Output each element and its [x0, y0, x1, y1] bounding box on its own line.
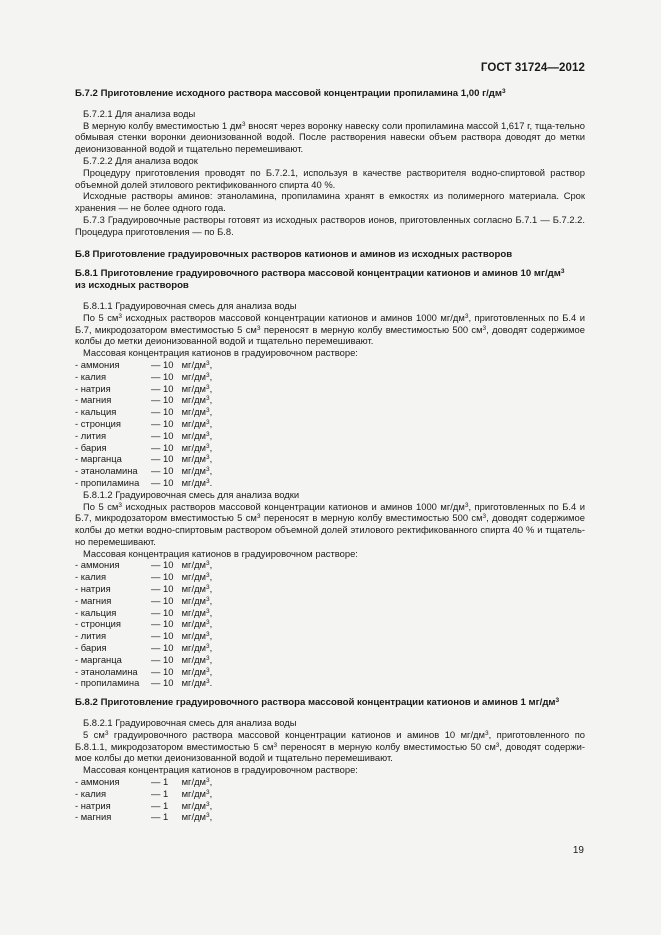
list-item	[75, 666, 585, 678]
page-number: 19	[572, 845, 584, 856]
concentration-unit: $мг/дм^3$,	[179, 618, 213, 630]
concentration-unit: $мг/дм^3$,	[179, 394, 213, 406]
concentration-unit: $мг/дм^3$,	[179, 441, 213, 453]
concentration-value: — 10	[151, 370, 174, 382]
list-item	[75, 654, 585, 666]
concentration-value: — 10	[151, 653, 174, 665]
list-item	[75, 642, 585, 654]
substance-name: - магния	[75, 811, 112, 823]
concentration-value: — 10	[151, 677, 174, 689]
concentration-value: — 10	[151, 441, 174, 453]
substance-name: - этаноламина	[75, 665, 138, 677]
substance-name: - магния	[75, 394, 112, 406]
concentration-unit: $мг/дм^3$,	[179, 776, 213, 788]
list-item	[75, 406, 585, 418]
concentration-value: — 1	[151, 776, 169, 788]
concentration-value: — 1	[151, 811, 169, 823]
substance-name: - калия	[75, 370, 107, 382]
list-item	[75, 418, 585, 430]
list-item	[75, 477, 585, 489]
section-heading-b82: Б.8.2 Приготовление градуировочного раствора массовой концентрации катионов и аминов 1 $мг/дм^3$	[75, 697, 560, 709]
list-intro-b812: Массовая концентрация катионов в градуировочном растворе:	[83, 547, 358, 559]
concentration-unit: $мг/дм^3$,	[179, 453, 213, 465]
concentration-value: — 10	[151, 594, 174, 606]
subsection-label-b821: Б.8.2.1 Градуировочная смесь для анализа воды	[83, 717, 297, 729]
concentration-value: — 10	[151, 618, 174, 630]
list-item	[75, 595, 585, 607]
list-item	[75, 583, 585, 595]
substance-name: - натрия	[75, 799, 111, 811]
concentration-value: — 10	[151, 465, 174, 477]
subsection-label-b721: Б.7.2.1 Для анализа воды	[83, 107, 196, 119]
list-item	[75, 776, 585, 788]
list-item	[75, 607, 585, 619]
paragraph-b812: По 5 $см^3$ исходных растворов массовой концентрации катионов и аминов 1000 $мг/дм^3$, приготовленных по Б.4 и Б.7, микродозатором вместимостью 5 $см^3$ переносят в мерную колбу вместимостью 500 $см^3$, доводят содержимое колбы до метки водно-спиртовым раствором объемной долей этилового ректификованного спирта 40 % и тщатель-но перемешивают.	[75, 500, 585, 547]
substance-name: - пропиламина	[75, 476, 140, 488]
concentration-value: — 10	[151, 394, 174, 406]
substance-name: - бария	[75, 642, 107, 654]
list-item	[75, 394, 585, 406]
concentration-value: — 10	[151, 583, 174, 595]
concentration-list-b812	[75, 559, 585, 689]
document-header-id: ГОСТ 31724—2012	[480, 62, 585, 74]
list-item	[75, 430, 585, 442]
concentration-value: — 1	[151, 787, 169, 799]
list-intro-b811: Массовая концентрация катионов в градуировочном растворе:	[83, 347, 358, 359]
concentration-unit: $мг/дм^3$,	[179, 665, 213, 677]
list-item	[75, 559, 585, 571]
subsection-label-b812: Б.8.1.2 Градуировочная смесь для анализа водки	[83, 488, 300, 500]
concentration-value: — 10	[151, 358, 174, 370]
concentration-value: — 10	[151, 606, 174, 618]
concentration-value: — 10	[151, 429, 174, 441]
concentration-value: — 10	[151, 559, 174, 571]
substance-name: - марганца	[75, 653, 122, 665]
substance-name: - лития	[75, 630, 107, 642]
substance-name: - аммония	[75, 559, 120, 571]
concentration-unit: $мг/дм^3$.	[179, 677, 213, 689]
concentration-unit: $мг/дм^3$,	[179, 811, 213, 823]
concentration-unit: $мг/дм^3$,	[179, 583, 213, 595]
concentration-value: — 10	[151, 642, 174, 654]
substance-name: - магния	[75, 594, 112, 606]
substance-name: - стронция	[75, 417, 121, 429]
concentration-value: — 10	[151, 665, 174, 677]
list-item	[75, 800, 585, 812]
paragraph-storage: Исходные растворы аминов: этаноламина, пропиламина хранят в емкостях из полимерного материала. Срок хранения — не более одного года.	[75, 190, 585, 214]
substance-name: - этаноламина	[75, 465, 138, 477]
concentration-unit: $мг/дм^3$,	[179, 642, 213, 654]
substance-name: - натрия	[75, 382, 111, 394]
concentration-unit: $мг/дм^3$,	[179, 382, 213, 394]
list-item	[75, 618, 585, 630]
concentration-value: — 10	[151, 406, 174, 418]
concentration-unit: $мг/дм^3$,	[179, 358, 213, 370]
substance-name: - калия	[75, 571, 107, 583]
subsection-label-b811: Б.8.1.1 Градуировочная смесь для анализа воды	[83, 299, 297, 311]
paragraph-b722: Процедуру приготовления проводят по Б.7.2.1, используя в качестве растворителя водно-спиртовой раствор объемной долей этилового ректификованного спирта 40 %.	[75, 166, 585, 190]
list-item	[75, 788, 585, 800]
list-item	[75, 371, 585, 383]
substance-name: - лития	[75, 429, 107, 441]
list-intro-b821: Массовая концентрация катионов в градуировочном растворе:	[83, 764, 358, 776]
list-item	[75, 571, 585, 583]
concentration-unit: $мг/дм^3$,	[179, 417, 213, 429]
concentration-unit: $мг/дм^3$,	[179, 429, 213, 441]
section-heading-b72: Б.7.2 Приготовление исходного раствора массовой концентрации пропиламина 1,00 $г/дм^3$	[75, 88, 506, 99]
concentration-unit: $мг/дм^3$,	[179, 559, 213, 571]
paragraph-b821: 5 $см^3$ градуировочного раствора массовой концентрации катионов и аминов 10 $мг/дм^3$, приготовленного по Б.8.1.1, микродозатором вместимостью 5 $см^3$ переносят в мерную колбу вместимостью 50 $см^3$, доводят содержи-мое колбы до метки деионизованной водой и тщательно перемешивают.	[75, 728, 586, 764]
concentration-value: — 1	[151, 799, 169, 811]
list-item	[75, 453, 585, 465]
document-body	[75, 88, 585, 823]
substance-name: - аммония	[75, 358, 120, 370]
substance-name: - стронция	[75, 618, 121, 630]
concentration-value: — 10	[151, 571, 174, 583]
concentration-value: — 10	[151, 476, 174, 488]
list-item	[75, 630, 585, 642]
list-item	[75, 442, 585, 454]
paragraph-b811: По 5 $см^3$ исходных растворов массовой концентрации катионов и аминов 1000 $мг/дм^3$, приготовленных по Б.4 и Б.7, микродозатором вместимостью 5 $см^3$ переносят в мерную колбу вместимостью 500 $см^3$, доводят содержимое колбы до метки деионизованной водой и тщательно перемешивают.	[75, 311, 585, 347]
concentration-unit: $мг/дм^3$,	[179, 606, 213, 618]
concentration-value: — 10	[151, 630, 174, 642]
substance-name: - пропиламина	[75, 677, 140, 689]
concentration-list-b811	[75, 359, 585, 489]
concentration-unit: $мг/дм^3$,	[179, 594, 213, 606]
concentration-value: — 10	[151, 417, 174, 429]
concentration-unit: $мг/дм^3$,	[179, 787, 213, 799]
list-item	[75, 677, 585, 689]
list-item	[75, 465, 585, 477]
concentration-unit: $мг/дм^3$,	[179, 571, 213, 583]
subsection-label-b722: Б.7.2.2 Для анализа водок	[83, 154, 198, 166]
concentration-unit: $мг/дм^3$,	[179, 465, 213, 477]
paragraph-b73: Б.7.3 Градуировочные растворы готовят из исходных растворов ионов, приготовленных согласно Б.7.1 — Б.7.2.2. Процедура приготовления — по Б.8.	[75, 213, 585, 237]
concentration-value: — 10	[151, 453, 174, 465]
concentration-list-b821	[75, 776, 585, 823]
substance-name: - кальция	[75, 406, 117, 418]
concentration-unit: $мг/дм^3$,	[179, 370, 213, 382]
concentration-unit: $мг/дм^3$,	[179, 799, 213, 811]
concentration-unit: $мг/дм^3$,	[179, 630, 213, 642]
concentration-unit: $мг/дм^3$.	[179, 476, 213, 488]
concentration-unit: $мг/дм^3$,	[179, 406, 213, 418]
paragraph-b721: В мерную колбу вместимостью 1 $дм^3$ вносят через воронку навеску соли пропиламина массой 1,617 г, тща-тельно обмывая стенки воронки деионизованной водой. После растворения навески объем раствора доводят до метки деионизованной водой и тщательно перемешивают.	[75, 119, 585, 155]
concentration-unit: $мг/дм^3$,	[179, 653, 213, 665]
list-item	[75, 811, 585, 823]
list-item	[75, 383, 585, 395]
substance-name: - натрия	[75, 583, 111, 595]
section-heading-b8: Б.8 Приготовление градуировочных растворов катионов и аминов из исходных растворов	[75, 248, 513, 260]
substance-name: - аммония	[75, 776, 120, 788]
list-item	[75, 359, 585, 371]
section-heading-b81: Б.8.1 Приготовление градуировочного раствора массовой концентрации катионов и аминов 10 $мг/дм^3$ из исходных растворов	[75, 268, 565, 292]
substance-name: - бария	[75, 441, 107, 453]
substance-name: - кальция	[75, 606, 117, 618]
substance-name: - калия	[75, 787, 107, 799]
concentration-value: — 10	[151, 382, 174, 394]
substance-name: - марганца	[75, 453, 122, 465]
